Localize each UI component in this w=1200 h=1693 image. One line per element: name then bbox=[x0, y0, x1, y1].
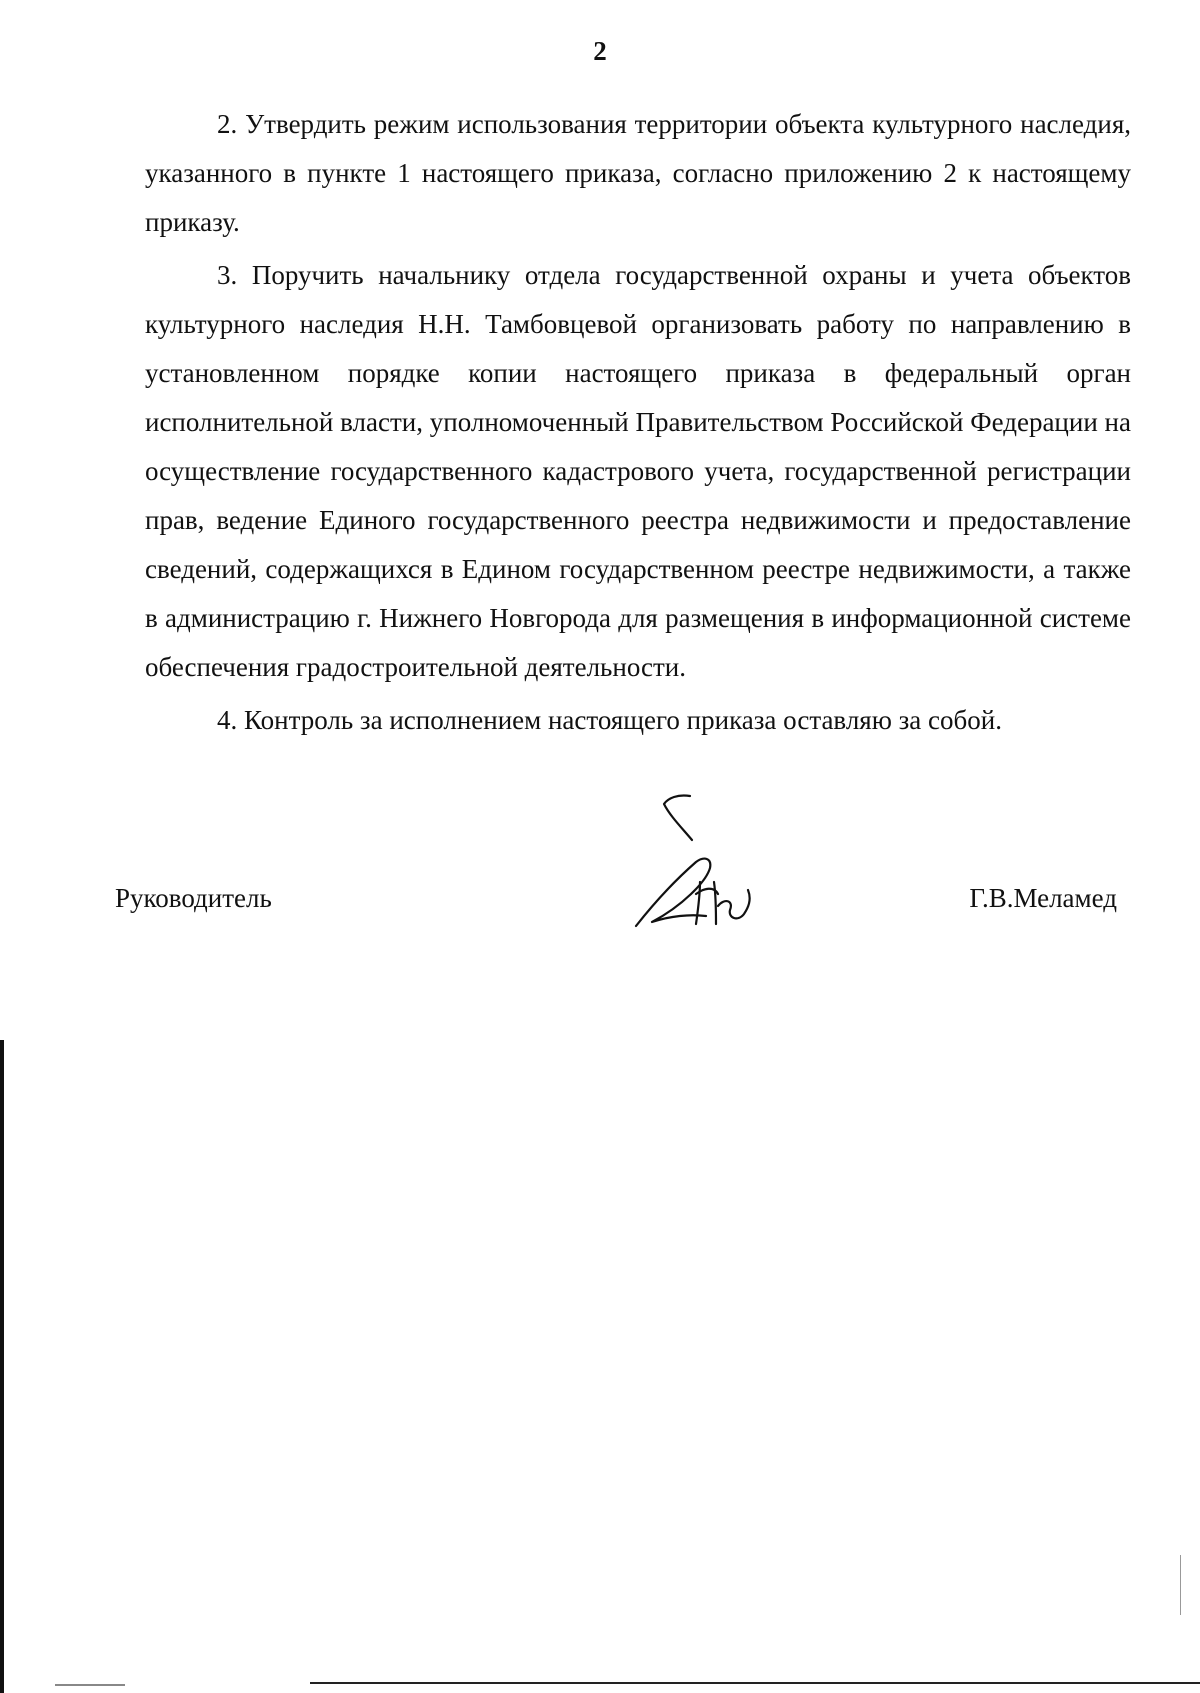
page-number: 2 bbox=[593, 36, 607, 66]
scan-bottom-speck bbox=[55, 1684, 125, 1686]
scan-bottom-rule bbox=[310, 1682, 1200, 1684]
paragraph-4: 4. Контроль за исполнением настоящего приказа оставляю за собой. bbox=[217, 705, 1002, 735]
scan-right-marks bbox=[1180, 1555, 1181, 1615]
signatory-title: Руководитель bbox=[115, 883, 272, 913]
signatory-name: Г.В.Меламед bbox=[969, 883, 1117, 913]
scan-left-edge bbox=[0, 1040, 4, 1693]
handwritten-signature bbox=[630, 790, 770, 940]
paragraph-3: 3. Поручить начальнику отдела государственной охраны и учета объектов культурного наследия Н.Н. Тамбовцевой организовать работу по направлению в установленном порядке копии настоящего приказа в федеральный орган исполнительной власти, уполномоченный Правительством Российской Федерации на осуществление государственного кадастрового учета, государственной регистрации прав, ведение Единого государственного реестра недвижимости и предоставление сведений, содержащихся в Едином государственном реестре недвижимости, а также в администрацию г. Нижнего Новгорода для размещения в информационной системе обеспечения градостроительной деятельности. bbox=[145, 260, 1131, 682]
paragraph-2: 2. Утвердить режим использования территории объекта культурного наследия, указанного в пункте 1 настоящего приказа, согласно приложению 2 к настоящему приказу. bbox=[145, 109, 1131, 237]
document-body bbox=[145, 100, 1131, 745]
